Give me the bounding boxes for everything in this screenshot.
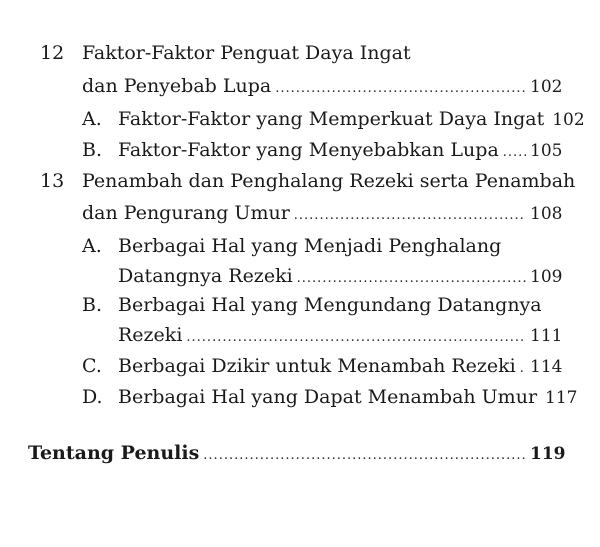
page-number: 117 — [545, 388, 578, 408]
page-number: 108 — [530, 204, 563, 224]
page-number: 105 — [530, 141, 563, 161]
subentry-letter: A. — [82, 235, 102, 257]
chapter-title: Faktor-Faktor Penguat Daya Ingat — [82, 42, 411, 64]
page-number: 102 — [552, 110, 585, 130]
chapter-title: Penambah dan Penghalang Rezeki serta Penambah — [82, 170, 576, 192]
toc-chapter-13-line2 — [82, 202, 563, 224]
page-number: 114 — [530, 357, 563, 377]
toc-subentry-13b-line2 — [118, 324, 563, 346]
dot-leader — [203, 449, 526, 462]
subentry-title: Faktor-Faktor yang Memperkuat Daya Ingat — [118, 108, 545, 130]
toc-chapter-12-line2 — [82, 75, 563, 97]
toc-subentry-13b-line1 — [82, 296, 560, 315]
subentry-title-continued: Rezeki — [118, 324, 183, 346]
page-number: 119 — [530, 444, 566, 464]
subentry-letter: C. — [82, 355, 102, 377]
subentry-letter: D. — [82, 386, 103, 408]
page-number: 111 — [530, 326, 563, 346]
page-number: 109 — [530, 267, 563, 287]
toc-subentry-13a-line2 — [118, 265, 563, 287]
chapter-number: 13 — [40, 170, 65, 192]
chapter-title-continued: dan Pengurang Umur — [82, 202, 290, 224]
subentry-letter: B. — [82, 139, 103, 161]
dot-leader — [503, 146, 526, 159]
subentry-title: Berbagai Dzikir untuk Menambah Rezeki — [118, 355, 516, 377]
subentry-title-continued: Datangnya Rezeki — [118, 265, 293, 287]
page-number: 102 — [530, 77, 563, 97]
subentry-title: Berbagai Hal yang Dapat Menambah Umur — [118, 386, 538, 408]
dot-leader — [297, 272, 526, 285]
dot-leader — [186, 331, 526, 344]
dot-leader — [520, 362, 526, 375]
toc-author-section — [28, 442, 566, 464]
toc-subentry-12b — [82, 139, 563, 161]
subentry-letter: B. — [82, 294, 103, 316]
subentry-title: Berbagai Hal yang Mengundang Datangnya — [118, 294, 542, 316]
toc-subentry-12a — [82, 108, 585, 130]
toc-subentry-13d — [82, 386, 578, 408]
dot-leader — [294, 209, 526, 222]
chapter-number: 12 — [40, 42, 65, 64]
toc-subentry-13c — [82, 355, 563, 377]
toc-subentry-13a-line1 — [82, 237, 560, 256]
subentry-title: Faktor-Faktor yang Menyebabkan Lupa — [118, 139, 499, 161]
chapter-title-continued: dan Penyebab Lupa — [82, 75, 272, 97]
subentry-title: Berbagai Hal yang Menjadi Penghalang — [118, 235, 502, 257]
toc-chapter-13-line1 — [40, 170, 576, 192]
dot-leader — [275, 82, 526, 95]
toc-chapter-12-line1 — [40, 44, 560, 63]
author-section-title: Tentang Penulis — [28, 442, 200, 464]
subentry-letter: A. — [82, 108, 102, 130]
